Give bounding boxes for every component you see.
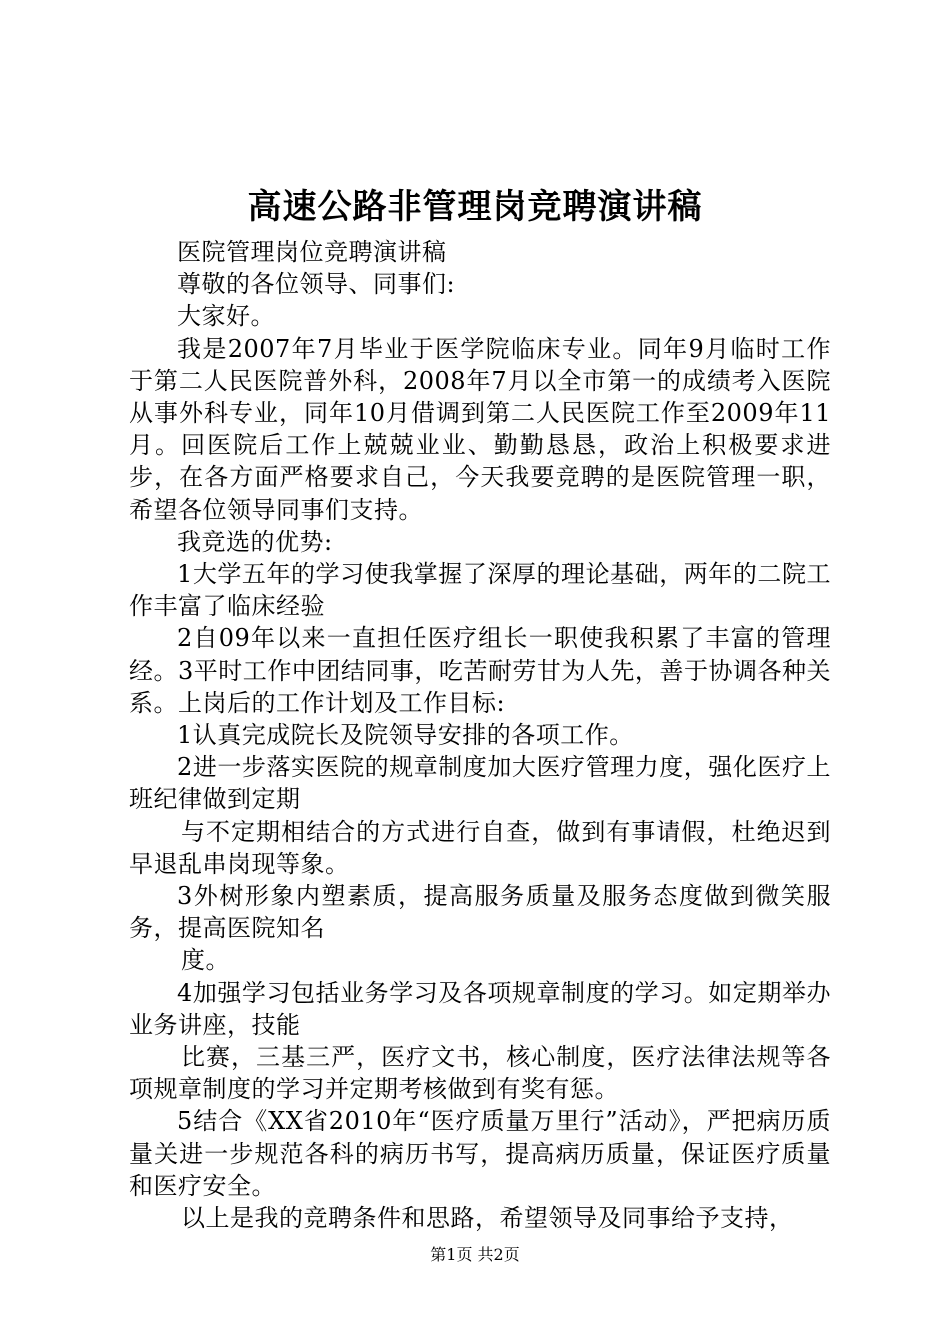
- document-body: [129, 236, 831, 1234]
- document-title: 高速公路非管理岗竞聘演讲稿: [247, 187, 703, 227]
- paragraph: 以上是我的竞聘条件和思路，希望领导及同事给予支持，: [181, 1204, 794, 1233]
- page-number-footer: 第1页 共2页: [430, 1245, 520, 1264]
- paragraph: 我竞选的优势:: [177, 527, 333, 556]
- paragraph: 大家好。: [177, 302, 275, 331]
- paragraph: 医院管理岗位竞聘演讲稿: [177, 238, 447, 266]
- paragraph: 度。: [181, 946, 230, 975]
- paragraph: 2进一步落实医院的规章制度加大医疗管理力度，强化医疗上班纪律做到定期: [129, 753, 831, 814]
- paragraph: 3外树形象内塑素质，提高服务质量及服务态度做到微笑服务，提高医院知名: [129, 882, 831, 943]
- paragraph: 我是2007年7月毕业于医学院临床专业。同年9月临时工作于第二人民医院普外科，2008年7月以全市第一的成绩考入医院从事外科专业，同年10月借调到第二人民医院工作至2009年11月。回医院后工作上兢兢业业、勤勤恳恳，政治上积极要求进步，在各方面严格要求自己，今天我要竞聘的是医院管理一职，希望各位领导同事们支持。: [129, 334, 831, 524]
- paragraph: 尊敬的各位领导、同事们:: [177, 270, 456, 299]
- paragraph: 1大学五年的学习使我掌握了深厚的理论基础，两年的二院工作丰富了临床经验: [129, 560, 831, 621]
- paragraph: 5结合《XX省2010年“医疗质量万里行”活动》，严把病历质量关进一步规范各科的病历书写，提高病历质量，保证医疗质量和医疗安全。: [129, 1107, 831, 1200]
- paragraph: 与不定期相结合的方式进行自查，做到有事请假，杜绝迟到早退乱串岗现等象。: [129, 817, 831, 878]
- paragraph: 4加强学习包括业务学习及各项规章制度的学习。如定期举办业务讲座，技能: [129, 978, 831, 1039]
- paragraph: 2自09年以来一直担任医疗组长一职使我积累了丰富的管理经。3平时工作中团结同事，吃苦耐劳甘为人先，善于协调各种关系。上岗后的工作计划及工作目标:: [129, 624, 831, 717]
- paragraph: 比赛，三基三严，医疗文书，核心制度，医疗法律法规等各项规章制度的学习并定期考核做到有奖有惩。: [129, 1043, 831, 1104]
- paragraph: 1认真完成院长及院领导安排的各项工作。: [177, 721, 634, 750]
